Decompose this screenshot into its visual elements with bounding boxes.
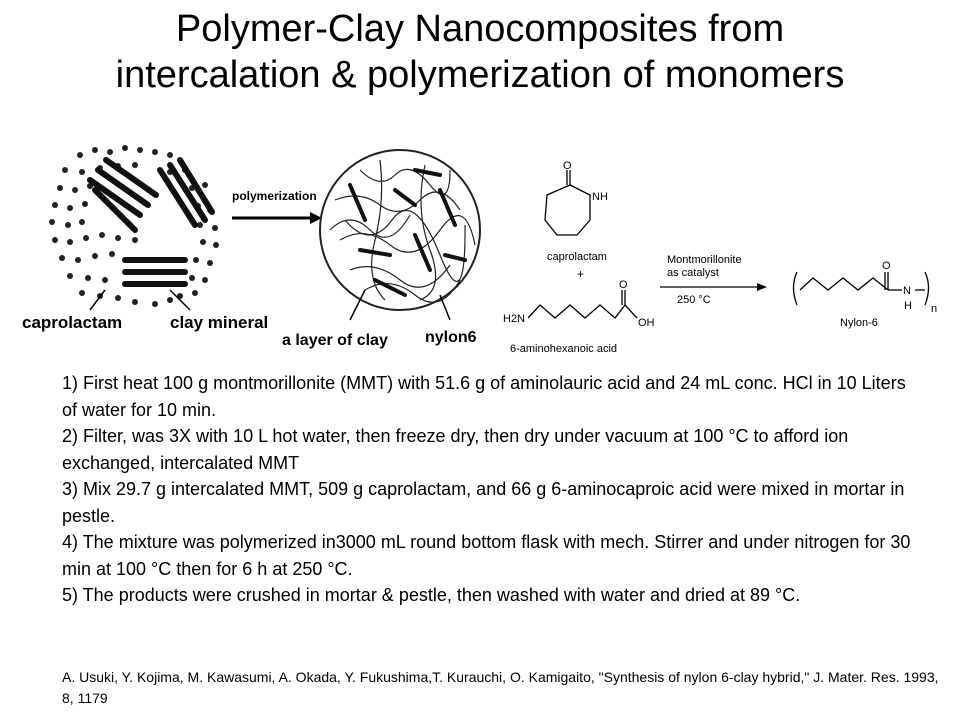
arrow-label-polymerization: polymerization: [232, 189, 317, 203]
atom-O1: O: [563, 160, 572, 172]
catalyst-line-2: as catalyst: [667, 267, 719, 279]
label-caprolactam-right: caprolactam: [547, 251, 607, 263]
title-line-2: intercalation & polymerization of monomers: [115, 54, 845, 96]
atom-NH: NH: [592, 191, 608, 203]
label-nylon6-right: Nylon-6: [840, 317, 878, 329]
clay-layer-stack-2: [160, 160, 212, 225]
plus-sign: +: [577, 267, 585, 281]
caprolactam-structure: [545, 170, 590, 235]
reaction-temperature: 250 °C: [677, 294, 711, 306]
atom-OH: OH: [638, 317, 655, 329]
atom-H: H: [904, 300, 912, 312]
citation: A. Usuki, Y. Kojima, M. Kawasumi, A. Okada, Y. Fukushima,T. Kurauchi, O. Kamigaito, "Synthesis of nylon 6-clay hybrid," J. Mater. Res. 1993, 8, 1179: [62, 669, 939, 706]
polymer-network: [320, 150, 480, 310]
label-aminohexanoic: 6-aminohexanoic acid: [510, 343, 618, 355]
atom-N: N: [903, 285, 911, 297]
atom-H2N: H2N: [503, 313, 526, 325]
procedure-step-2: 2) Filter, was 3X with 10 L hot water, then freeze dry, then dry under vacuum at 100 °C to afford ion exchanged, intercalated MMT: [62, 426, 849, 473]
subscript-n: n: [931, 303, 938, 315]
procedure-step-4: 4) The mixture was polymerized in3000 mL round bottom flask with mech. Stirrer and under nitrogen for 30 min at 100 °C then for 6 h at 250 °C.: [62, 532, 911, 579]
pointer-caprolactam: [90, 290, 105, 310]
title-line-1: Polymer-Clay Nanocomposites from: [175, 8, 785, 50]
label-nylon6: nylon6: [425, 329, 477, 346]
label-clay-mineral: clay mineral: [170, 313, 269, 332]
catalyst-line-1: Montmorillonite: [667, 254, 742, 266]
slide-title: [0, 6, 960, 98]
aminohexanoic-structure: [528, 290, 637, 318]
procedure-step-1: 1) First heat 100 g montmorillonite (MMT) with 51.6 g of aminolauric acid and 24 mL conc. HCl in 10 Liters of water for 10 min.: [62, 373, 906, 420]
clay-layer-stack-3: [125, 260, 185, 284]
reaction-arrowhead: [757, 283, 767, 291]
procedure-step-3: 3) Mix 29.7 g intercalated MMT, 509 g caprolactam, and 66 g 6-aminocaproic acid were mixed in mortar in pestle.: [62, 479, 905, 526]
atom-O2: O: [619, 279, 628, 291]
label-caprolactam: caprolactam: [22, 313, 123, 332]
label-layer-of-clay: a layer of clay: [282, 332, 388, 349]
atom-O3: O: [882, 260, 891, 272]
reaction-scheme: [495, 160, 945, 360]
procedure-text: [62, 370, 922, 609]
procedure-step-5: 5) The products were crushed in mortar & pestle, then washed with water and dried at 89 °C.: [62, 585, 801, 605]
clay-layer-stack-1: [90, 160, 156, 215]
intercalation-schematic: [20, 130, 490, 360]
